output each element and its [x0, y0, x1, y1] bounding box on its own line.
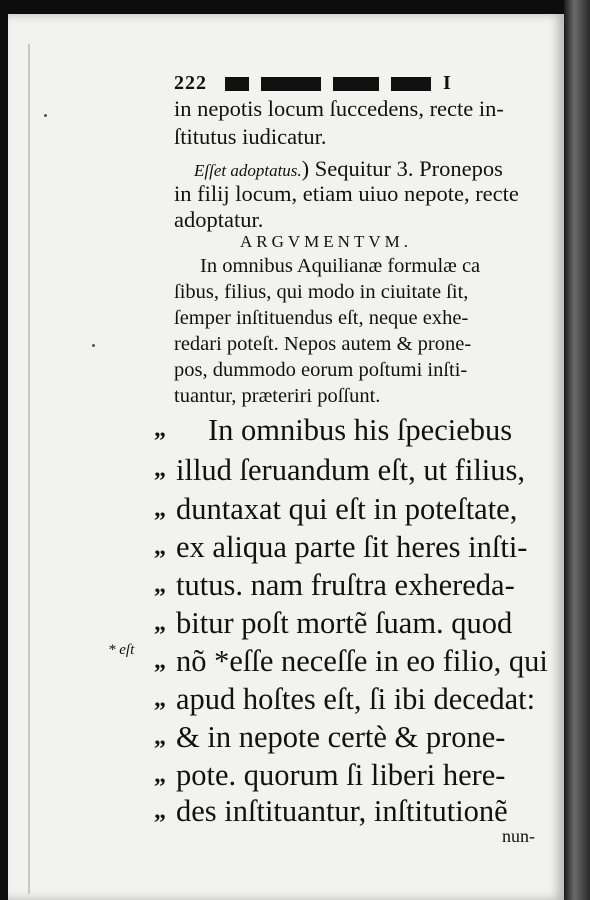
- text-line: in filij locum, etiam uiuo nepote, recte: [174, 181, 519, 206]
- quote-mark: „: [154, 610, 166, 636]
- main-text-line: pote. quorum ſi liberi here-: [176, 758, 506, 792]
- quote-mark: „: [154, 456, 166, 482]
- catchword: nun-: [502, 826, 535, 846]
- quote-mark: „: [154, 534, 166, 560]
- main-text-line: ex aliqua parte ſit heres inſti-: [176, 530, 528, 564]
- book-gutter: [564, 0, 590, 900]
- argument-line: redari poteſt. Nepos autem & prone-: [174, 333, 472, 355]
- text-line: [194, 156, 503, 184]
- quote-mark: „: [154, 648, 166, 674]
- quote-mark: „: [154, 762, 166, 788]
- page-edge-shadow: [28, 44, 30, 894]
- lemma-rest: ) Sequitur 3. Pronepos: [301, 156, 503, 181]
- ink-blot: [391, 77, 431, 91]
- ink-speck: [92, 344, 95, 347]
- main-text-line: des inſtituantur, inſtitutionẽ: [176, 794, 508, 828]
- argument-line: tuantur, præteriri poſſunt.: [174, 385, 381, 407]
- main-text-line: bitur poſt mortẽ ſuam. quod: [176, 606, 513, 640]
- main-text-line: tutus. nam fruſtra exhereda-: [176, 568, 515, 602]
- running-header: [174, 72, 452, 95]
- main-text-line: illud ſeruandum eſt, ut filius,: [176, 453, 526, 487]
- main-text-line: nõ *eſſe neceſſe in eo filio, qui: [176, 644, 548, 678]
- main-text-line: In omnibus his ſpeciebus: [208, 413, 513, 447]
- main-text-line: apud hoſtes eſt, ſi ibi decedat:: [176, 682, 536, 716]
- section-heading: ARGVMENTVM.: [240, 232, 412, 251]
- page-number: 222: [174, 72, 207, 94]
- quote-mark: „: [154, 724, 166, 750]
- quote-mark: „: [154, 686, 166, 712]
- argument-line: ſibus, filius, qui modo in ciuitate ſit,: [174, 281, 469, 303]
- main-text-line: duntaxat qui eſt in poteſtate,: [176, 492, 518, 526]
- main-text-line: & in nepote certè & prone-: [176, 720, 506, 754]
- lemma-italic: Eſſet adoptatus.: [194, 161, 302, 180]
- argument-line: In omnibus Aquilianæ formulæ ca: [200, 255, 481, 277]
- book-page: [8, 14, 564, 900]
- quote-mark: „: [154, 572, 166, 598]
- header-text: I: [443, 72, 452, 94]
- quote-mark: „: [154, 496, 166, 522]
- argument-line: pos, dummodo eorum poſtumi inſti-: [174, 359, 468, 381]
- quote-mark: „: [154, 798, 166, 824]
- quote-mark: „: [154, 416, 166, 442]
- text-line: ſtitutus iudicatur.: [174, 124, 327, 149]
- margin-note: * eſt: [108, 642, 135, 658]
- text-line: adoptatur.: [174, 207, 264, 232]
- ink-blot: [261, 77, 321, 91]
- argument-line: ſemper inſtituendus eſt, neque exhe-: [174, 307, 469, 329]
- ink-blot: [225, 77, 249, 91]
- ink-blot: [333, 77, 379, 91]
- text-line: in nepotis locum ſuccedens, recte in-: [174, 96, 504, 121]
- ink-speck: [44, 114, 47, 117]
